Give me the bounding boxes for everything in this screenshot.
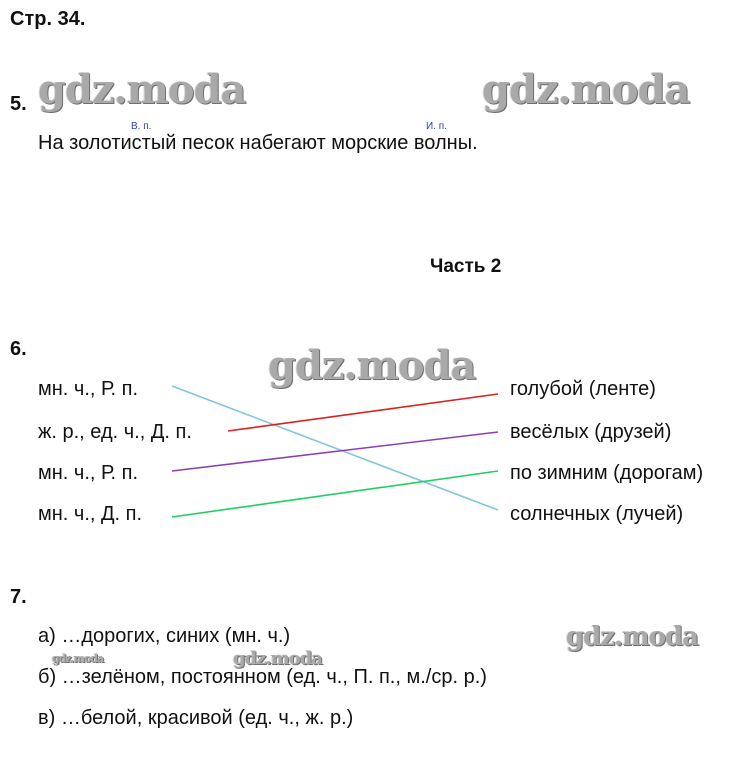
- task-7-number: 7.: [10, 586, 27, 608]
- case-note-accusative: В. п.: [131, 121, 152, 132]
- connection-line-2: [228, 394, 498, 431]
- task-6-number: 6.: [10, 338, 27, 360]
- connection-line-1: [172, 386, 498, 510]
- right-label-4: солнечных (лучей): [510, 503, 684, 525]
- task-7-item-a: а) …дорогих, синих (мн. ч.): [38, 625, 291, 647]
- task-7-item-b: б) …зелёном, постоянном (ед. ч., П. п., м./ср. р.): [38, 666, 487, 688]
- part-title: Часть 2: [430, 256, 502, 277]
- right-label-1: голубой (ленте): [510, 378, 656, 400]
- left-label-2: ж. р., ед. ч., Д. п.: [38, 421, 192, 443]
- task-5-number: 5.: [10, 93, 27, 115]
- left-label-3: мн. ч., Р. п.: [38, 462, 139, 484]
- watermark-logo: gdz.moda: [38, 66, 246, 113]
- watermark-logo: gdz.moda: [566, 622, 699, 652]
- right-label-3: по зимним (дорогам): [510, 462, 704, 484]
- left-label-1: мн. ч., Р. п.: [38, 378, 139, 400]
- right-label-2: весёлых (друзей): [510, 421, 672, 443]
- watermark-logo: gdz.moda: [52, 652, 104, 665]
- case-note-nominative: И. п.: [426, 121, 447, 132]
- watermark-logo: gdz.moda: [233, 648, 322, 669]
- watermark-logo: gdz.moda: [482, 66, 690, 113]
- connection-line-4: [172, 471, 498, 517]
- left-label-4: мн. ч., Д. п.: [38, 503, 143, 525]
- connection-line-3: [172, 432, 498, 471]
- task-7-item-c: в) …белой, красивой (ед. ч., ж. р.): [38, 707, 354, 729]
- watermark-logo: gdz.moda: [268, 342, 476, 389]
- page-reference: Стр. 34.: [10, 8, 86, 30]
- task-5-sentence: На золотистый песок набегают морские волны.: [38, 132, 478, 154]
